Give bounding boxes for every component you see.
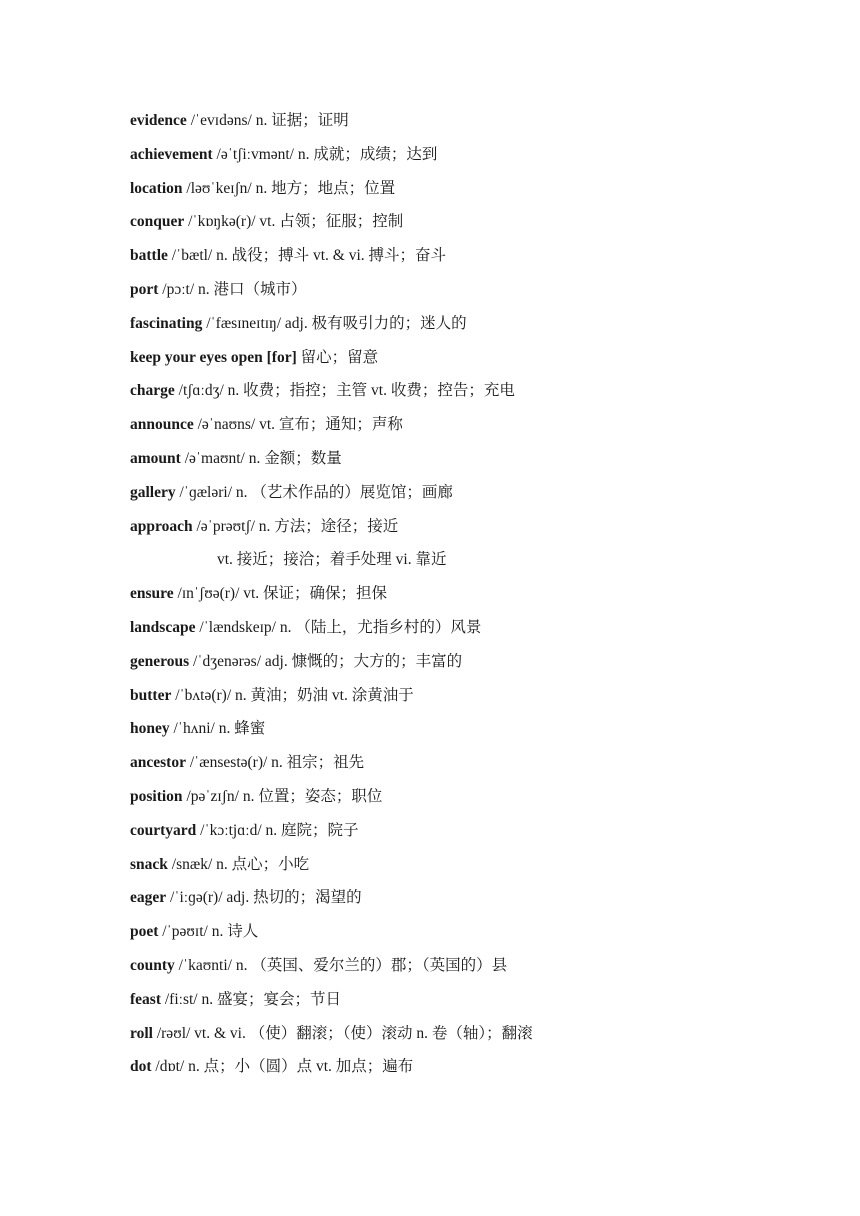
vocab-entry bbox=[130, 750, 830, 784]
vocab-definition: /ˈiːɡə(r)/ adj. 热切的；渴望的 bbox=[170, 889, 362, 907]
vocab-entry bbox=[130, 615, 830, 649]
vocab-word: conquer bbox=[130, 213, 185, 231]
vocab-definition: /ˈkaʊnti/ n. （英国、爱尔兰的）郡；（英国的）县 bbox=[178, 956, 508, 974]
vocab-entry bbox=[130, 987, 830, 1021]
vocab-definition: /ˈkɒŋkə(r)/ vt. 占领；征服；控制 bbox=[188, 213, 404, 231]
vocab-word: evidence bbox=[130, 112, 187, 129]
vocab-word: feast bbox=[130, 990, 161, 1008]
vocab-definition: /ləʊˈkeɪʃn/ n. 地方；地点；位置 bbox=[186, 179, 396, 197]
vocab-definition: /ˈbʌtə(r)/ n. 黄油；奶油 vt. 涂黄油于 bbox=[175, 686, 414, 704]
vocab-entry bbox=[130, 277, 830, 311]
vocab-definition: /ɪnˈʃʊə(r)/ vt. 保证；确保；担保 bbox=[177, 585, 388, 603]
vocab-definition: /ˈbætl/ n. 战役；搏斗 vt. & vi. 搏斗；奋斗 bbox=[171, 247, 447, 265]
vocab-definition: /ˈevɪdəns/ n. 证据；证明 bbox=[190, 112, 349, 129]
vocab-entry bbox=[130, 209, 830, 243]
vocab-word: courtyard bbox=[130, 821, 197, 839]
vocab-definition: /pɔːt/ n. 港口（城市） bbox=[162, 280, 307, 298]
vocab-word: battle bbox=[130, 247, 168, 265]
vocab-word: approach bbox=[130, 517, 193, 535]
vocab-definition: /tʃɑːdʒ/ n. 收费；指控；主管 vt. 收费；控告；充电 bbox=[178, 382, 515, 400]
vocab-definition: /ˈdʒenərəs/ adj. 慷慨的；大方的；丰富的 bbox=[193, 652, 463, 670]
vocab-definition: /rəʊl/ vt. & vi. （使）翻滚；（使）滚动 n. 卷（轴）；翻滚 bbox=[156, 1024, 533, 1042]
vocab-word: county bbox=[130, 956, 175, 974]
vocab-word: ensure bbox=[130, 585, 174, 603]
vocab-word: announce bbox=[130, 416, 194, 434]
vocab-entry bbox=[130, 1021, 830, 1055]
vocab-definition: /ˈfæsɪneɪtɪŋ/ adj. 极有吸引力的；迷人的 bbox=[206, 314, 467, 332]
vocab-word: location bbox=[130, 179, 183, 197]
vocab-definition: /ˈlændskeɪp/ n. （陆上，尤指乡村的）风景 bbox=[199, 618, 482, 636]
vocab-definition: /fiːst/ n. 盛宴；宴会；节日 bbox=[164, 990, 341, 1008]
vocab-word: poet bbox=[130, 923, 159, 941]
vocab-definition: /əˈnaʊns/ vt. 宣布；通知；声称 bbox=[197, 416, 403, 434]
vocab-definition: /ˈpəʊɪt/ n. 诗人 bbox=[162, 923, 259, 941]
vocab-definition: /dɒt/ n. 点；小（圆）点 vt. 加点；遍布 bbox=[155, 1058, 414, 1076]
vocab-definition: /əˈprəʊtʃ/ n. 方法；途径；接近 bbox=[196, 517, 399, 535]
vocab-word: port bbox=[130, 280, 159, 298]
vocab-word: amount bbox=[130, 449, 181, 467]
vocab-entry bbox=[130, 1054, 830, 1088]
vocab-definition: /pəˈzɪʃn/ n. 位置；姿态；职位 bbox=[186, 787, 383, 805]
vocab-word: gallery bbox=[130, 483, 176, 501]
vocab-word: eager bbox=[130, 889, 167, 907]
vocab-word: butter bbox=[130, 686, 172, 704]
vocab-word: roll bbox=[130, 1024, 153, 1042]
vocab-entry bbox=[130, 919, 830, 953]
vocab-word: ancestor bbox=[130, 754, 186, 772]
vocab-definition: 留心；留意 bbox=[300, 348, 379, 366]
vocab-entry bbox=[130, 412, 830, 446]
vocab-entry bbox=[130, 176, 830, 210]
vocab-entry bbox=[130, 683, 830, 717]
vocab-word: position bbox=[130, 787, 183, 805]
vocab-word: landscape bbox=[130, 618, 196, 636]
vocab-entry bbox=[130, 784, 830, 818]
vocab-definition: /ˈkɔːtjɑːd/ n. 庭院；院子 bbox=[200, 821, 359, 839]
vocab-definition: /snæk/ n. 点心；小吃 bbox=[171, 855, 310, 873]
vocab-entry bbox=[130, 514, 830, 548]
vocab-definition: /ˈænsestə(r)/ n. 祖宗；祖先 bbox=[189, 754, 365, 772]
vocab-entry bbox=[130, 345, 830, 379]
vocab-entry bbox=[130, 108, 830, 142]
vocab-entry bbox=[130, 311, 830, 345]
vocab-entry bbox=[130, 649, 830, 683]
vocab-word: snack bbox=[130, 855, 168, 873]
vocab-entry bbox=[130, 818, 830, 852]
vocab-entry bbox=[130, 480, 830, 514]
vocab-entry bbox=[130, 581, 830, 615]
vocab-entry bbox=[130, 852, 830, 886]
vocab-entry bbox=[130, 378, 830, 412]
vocab-entry bbox=[130, 243, 830, 277]
vocab-entry-continuation bbox=[130, 547, 830, 581]
vocab-definition: /ˈhʌni/ n. 蜂蜜 bbox=[173, 720, 266, 738]
vocab-word: generous bbox=[130, 652, 190, 670]
vocab-definition: /əˈmaʊnt/ n. 金额；数量 bbox=[184, 449, 342, 467]
vocab-word: dot bbox=[130, 1058, 152, 1076]
vocab-entry bbox=[130, 716, 830, 750]
vocab-entry bbox=[130, 885, 830, 919]
vocab-entry bbox=[130, 953, 830, 987]
vocab-word: fascinating bbox=[130, 314, 203, 332]
vocab-entry bbox=[130, 142, 830, 176]
vocab-definition: /ˈɡæləri/ n. （艺术作品的）展览馆；画廊 bbox=[179, 483, 453, 501]
vocab-definition: vt. 接近；接洽；着手处理 vi. 靠近 bbox=[217, 551, 447, 569]
vocabulary-list bbox=[130, 108, 830, 1088]
vocab-definition: /əˈtʃiːvmənt/ n. 成就；成绩；达到 bbox=[216, 145, 438, 163]
vocab-word: achievement bbox=[130, 145, 213, 163]
vocab-word: honey bbox=[130, 720, 170, 738]
vocab-word: keep your eyes open [for] bbox=[130, 348, 297, 366]
vocab-word: charge bbox=[130, 382, 175, 400]
vocab-entry bbox=[130, 446, 830, 480]
